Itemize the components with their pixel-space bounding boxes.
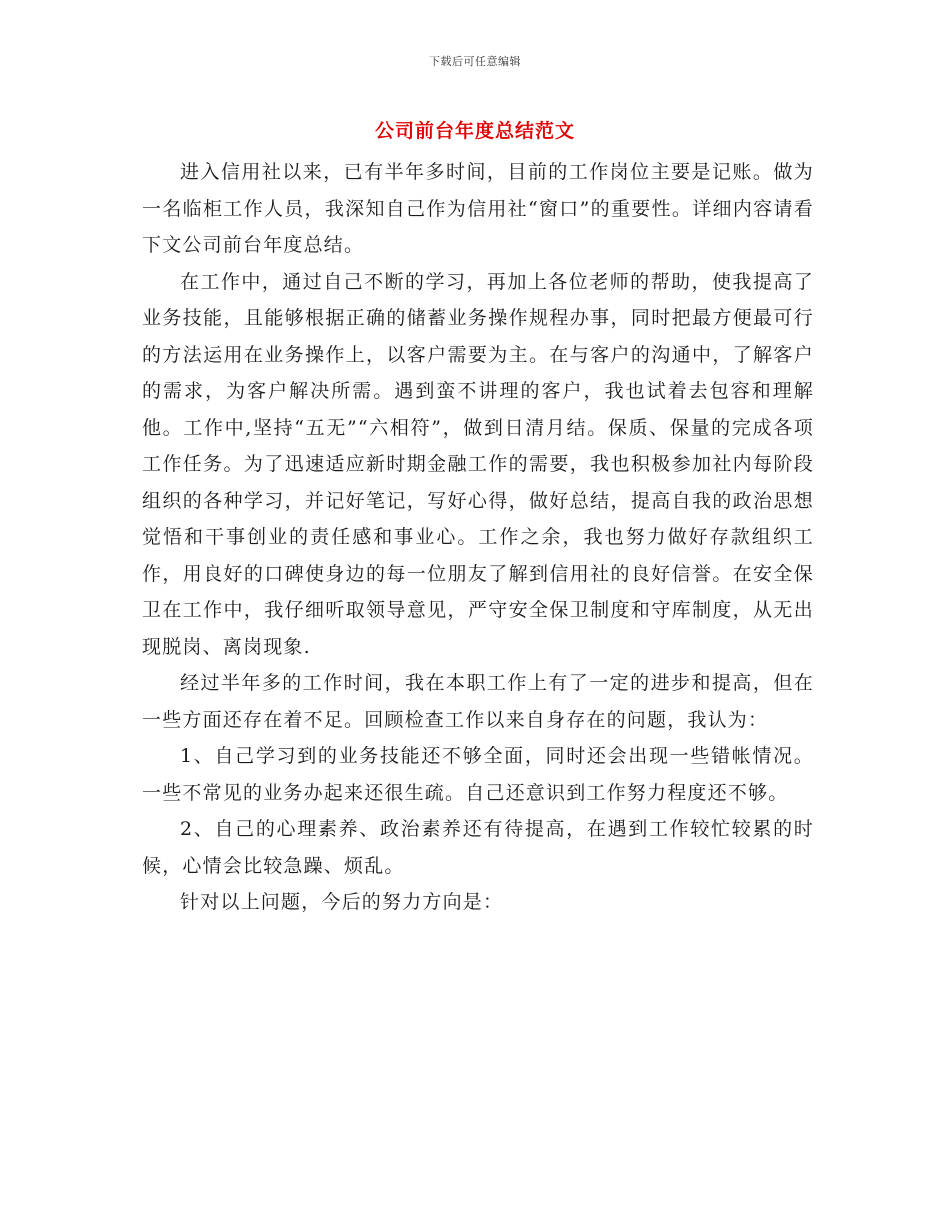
document-body <box>142 154 814 921</box>
paragraph-issue-2: 2、自己的心理素养、政治素养还有待提高，在遇到工作较忙较累的时候，心情会比较急躁、烦乱。 <box>142 818 814 877</box>
paragraph-intro: 进入信用社以来，已有半年多时间，目前的工作岗位主要是记账。做为一名临柜工作人员，我深知自己作为信用社“窗口”的重要性。详细内容请看下文公司前台年度总结。 <box>142 161 814 256</box>
paragraph-work: 在工作中，通过自己不断的学习，再加上各位老师的帮助，使我提高了业务技能，且能够根据正确的储蓄业务操作规程办事，同时把最方便最可行的方法运用在业务操作上，以客户需要为主。在与客户的沟通中，了解客户的需求，为客户解决所需。遇到蛮不讲理的客户，我也试着去包容和理解他。工作中,坚持“五无”“六相符”，做到日清月结。保质、保量的完成各项工作任务。为了迅速适应新时期金融工作的需要，我也积极参加社内每阶段组织的各种学习，并记好笔记，写好心得，做好总结，提高自我的政治思想觉悟和干事创业的责任感和事业心。工作之余，我也努力做好存款组织工作，用良好的口碑使身边的每一位朋友了解到信用社的良好信誉。在安全保卫在工作中，我仔细听取领导意见，严守安全保卫制度和守库制度，从无出现脱岗、离岗现象. <box>142 270 814 658</box>
header-note: 下载后可任意编辑 <box>429 55 521 68</box>
paragraph-review: 经过半年多的工作时间，我在本职工作上有了一定的进步和提高，但在一些方面还存在着不足。回顾检查工作以来自身存在的问题，我认为： <box>142 672 814 731</box>
paragraph-direction: 针对以上问题，今后的努力方向是： <box>180 891 504 913</box>
document-title: 公司前台年度总结范文 <box>374 120 575 142</box>
paragraph-issue-1: 1、自己学习到的业务技能还不够全面，同时还会出现一些错帐情况。一些不常见的业务办起来还很生疏。自己还意识到工作努力程度还不够。 <box>142 745 814 804</box>
